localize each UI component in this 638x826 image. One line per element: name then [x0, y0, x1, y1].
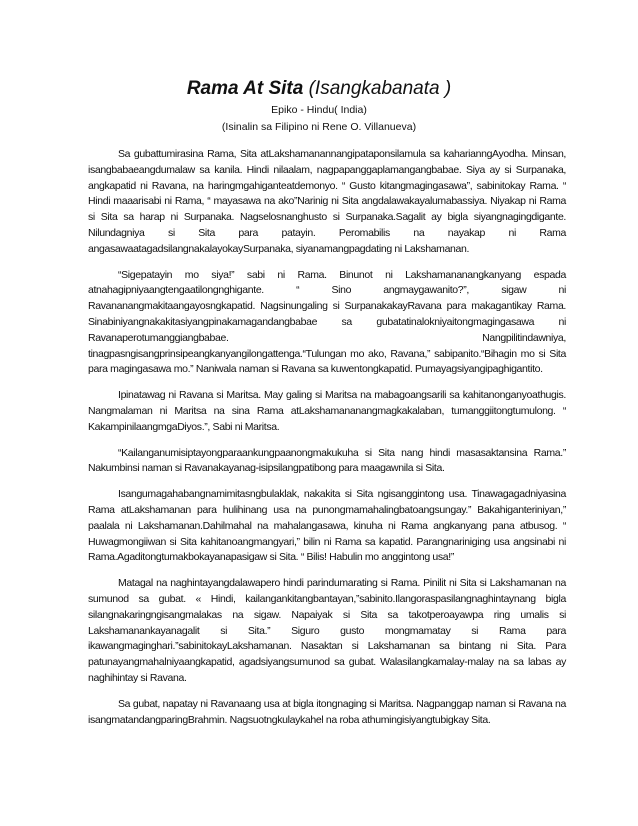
document-body: [88, 147, 566, 738]
paragraph: Sa gubattumirasina Rama, Sita atLakshamanannangipataponsilamula sa kaharianngAyodha. Minsan, isangbabaeangdumalaw sa kanila. Hindi nilaalam, nagpapanggaplamangangbabae. Siya ay si Surpanaka, angkapatid ni Ravana, na haringmgahiganteatdemonyo. “ Gusto kitangmagingasawa”, sabinitokay Rama. “ Hindi maaarisabi ni Rama, “ mayasawa na ako”Narinig ni Sita angdalawakayalumabassiya. Niyakap ni Rama si Sita sa harap ni Surpanaka. Nagselosnanghusto si Surpanaka.Sagalit ay bigla siyangnagingdigante. Nilundagniya si Sita para patayin. Peromabilis na nayakap ni Rama angasawaatagadsilangnakalayokaySurpanaka, siyanamangpagdating ni Lakshamanan.: [88, 148, 566, 255]
paragraph: Isangumagahabangnamimitasngbulaklak, nakakita si Sita ngisanggintong usa. Tinawagagadniyasina Rama atLakshamanan para hulihinang usa na punongmamahalingbatoangsungay.” Bakahiganteriniyan,” paalala ni Lakshamanan.Dahilmahal na mahalangasawa, kinuha ni Rama angkanyang pana atbusog. “ Huwagmongiiwan si Sita kahitanoangmangyari,” bilin ni Rama sa kapatid. Parangnariniging usa angsinabi ni Rama.Agaditongtumakbokayanapasigaw si Sita. “ Bilis! Habulin mo anggintong usa!”: [88, 488, 566, 564]
subtitle-epic: Epiko - Hindu( India): [271, 104, 367, 116]
paragraph: “Sigepatayin mo siya!” sabi ni Rama. Binunot ni Lakshamananangkanyang espada atnahagipniyaangtengaatilongnghigante. “ Sino angmaygawanito?”, sigaw ni Ravananangmakitaangayosngkapatid. Nagsinungaling si SurpanakakayRavana para makagantikay Rama. Sinabiniyangnakakitasiyangpinakamagandangbabae sa gubatatinalokniyaitongmagingasawa ni Ravanaperotumanggiangbabae. Nangpilitindawniya, tinagpasngisangprinsipeangkanyangilongattenga.“Tulungan mo ako, Ravana,” sabipanito.“Bihagin mo si Sita para magingasawa mo.” Naniwala naman si Ravana sa kuwentongkapatid. Pumayagsiyangipaghigantito.: [88, 268, 566, 376]
paragraph: Matagal na naghintayangdalawapero hindi parindumarating si Rama. Pinilit ni Sita si Lakshamanan na sumunod sa gubat. « Hindi, kailangankitangbantayan,”sabinito.Ilangoraspasilangnaghintaynang bigla silangnakaringngisangmalakas na sigaw. Napaiyak si Sita sa takotperoayawpa ring umalis si Lakshamanankayanagalit si Sita.” Siguro gusto mongmamatay si Rama para ikawangmaginghari.”sabinitokayLakshamanan. Nasaktan si Lakshamanan sa bintang ni Sita. Para patunayangmahalniyaangkapatid, agadsiyangsumunod sa gubat. Walasilangkamalay-malay na sa labas ay naghihintay si Ravana.: [88, 577, 566, 684]
paragraph: Ipinatawag ni Ravana si Maritsa. May galing si Maritsa na mabagoangsarili sa kahitanonganyoathugis. Nangmalaman ni Maritsa na sina Rama atLakshamananangmagkakalaban, tumanggiitongtumulong. “ KakampinilaangmgaDiyos.”, Sabi ni Maritsa.: [88, 389, 566, 433]
paragraph: Sa gubat, napatay ni Ravanaang usa at bigla itongnaging si Maritsa. Nagpanggap naman si Ravana na isangmatandangparingBrahmin. Nagsuotngkulaykahel na roba athumingisiyangtubigkay Sita.: [88, 697, 566, 726]
title-chapter: (Isangkabanata ): [303, 78, 452, 99]
title-main: Rama At Sita: [186, 78, 304, 99]
paragraph: “Kailanganumisiptayongparaankungpaanongmakukuha si Sita nang hindi masasaktansina Rama.” Nakumbinsi naman si Ravanakayanag-isipsilangpatibong para maagawnila si Sita.: [88, 446, 566, 475]
subtitle-translator: (Isinalin sa Filipino ni Rene O. Villanueva): [221, 121, 417, 133]
page-title: [0, 78, 638, 100]
